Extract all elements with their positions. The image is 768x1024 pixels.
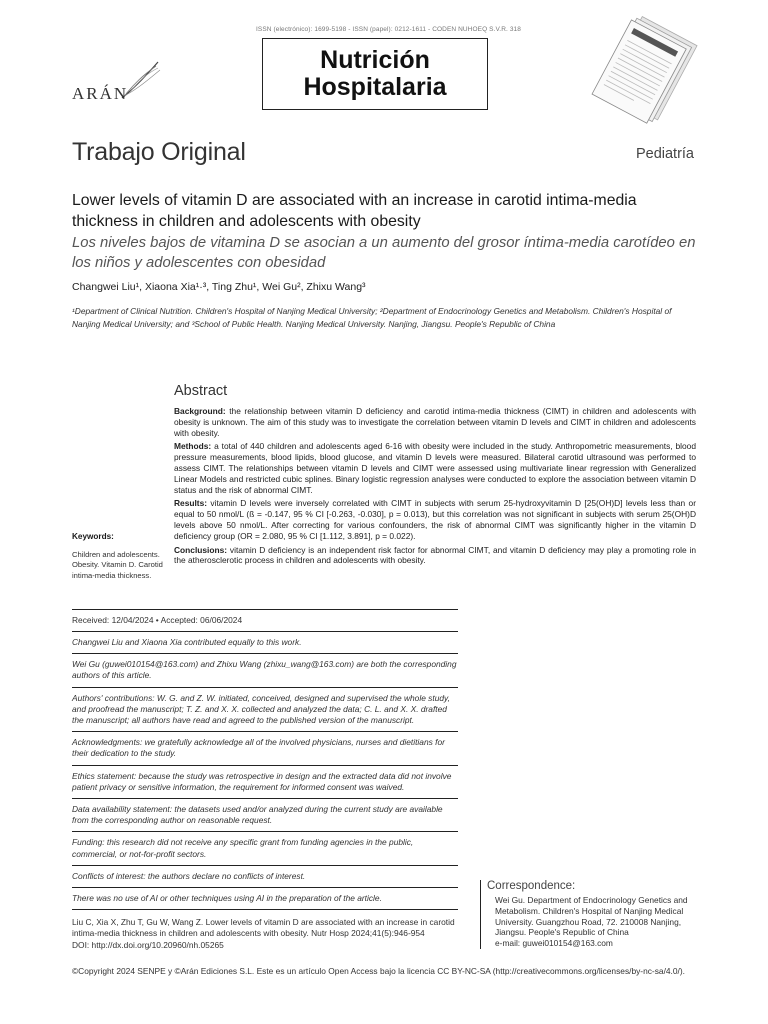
article-title-spanish: Los niveles bajos de vitamina D se asocian a un aumento del grosor íntima-media carotídeo en los niños y adolescentes con obesidad <box>72 235 696 271</box>
note-data-availability: Data availability statement: the datasets used and/or analyzed during the current study are available from the corresponding author on reasonable request. <box>72 799 458 832</box>
methods-label: Methods: <box>174 441 212 452</box>
abstract-conclusions <box>174 545 696 567</box>
note-author-contributions: Authors' contributions: W. G. and Z. W. initiated, conceived, designed and supervised the whole study, and proofread the manuscript; T. Z. and X. X. collected and analyzed the data; C. L. and X. X. drafted the manuscript; all authors have read and agreed to the published version of the manuscript. <box>72 688 458 733</box>
note-corresponding-authors: Wei Gu (guwei010154@163.com) and Zhixu Wang (zhixu_wang@163.com) are both the corresponding authors of this article. <box>72 654 458 687</box>
correspondence-email[interactable]: e-mail: guwei010154@163.com <box>495 938 613 949</box>
background-label: Background: <box>174 406 226 416</box>
journal-title-line2: Hospitalaria <box>303 73 447 101</box>
publisher-name: ARÁN <box>72 84 129 103</box>
section-title: Trabajo Original <box>72 138 246 166</box>
correspondence-heading: Correspondence: <box>487 880 576 892</box>
results-text: vitamin D levels were inversely correlated with CIMT in subjects with serum 25-hydroxyvitamin D [25(OH)D] levels less than or equal to 50 nmol/L (ß = -0.147, 95 % CI [-0.263, -0.030], p = 0.013), but this correlation was not significant in subjects with serum 25(OH)D levels above 50 nmol/L. After correcting for various confounders, the risk of abnormal CIMT was significantly higher in the vitamin D deficiency group (OR = 2.080, 95 % CI [1.112, 3.891], p = 0.022). <box>174 498 696 541</box>
doi-link[interactable]: DOI: http://dx.doi.org/10.20960/nh.05265 <box>72 939 224 950</box>
correspondence-address: Wei Gu. Department of Endocrinology Genetics and Metabolism. Children's Hospital of Nanjing Medical University. Guangzhou Road, 72. 210008 Nanjing, Jiangsu. People's Republic of China <box>495 895 688 938</box>
keywords-heading: Keywords: <box>72 532 114 541</box>
author-list: Changwei Liu¹, Xiaona Xia¹·³, Ting Zhu¹, Wei Gu², Zhixu Wang³ <box>72 281 366 293</box>
article-notes <box>72 609 458 951</box>
affiliations: ¹Department of Clinical Nutrition. Children's Hospital of Nanjing Medical University; ²Department of Endocrinology Genetics and Metabolism. Children's Hospital of Nanjing Medical University; and ³School of Public Health. Nanjing Medical University. Nanjing, Jiangsu. People's Republic of China <box>72 306 672 329</box>
citation <box>72 910 458 951</box>
note-funding: Funding: this research did not receive any specific grant from funding agencies in the public, commercial, or not-for-profit sectors. <box>72 832 458 865</box>
journal-title-box <box>262 38 488 110</box>
note-ethics-statement: Ethics statement: because the study was retrospective in design and the extracted data did not involve patient privacy or sensitive information, the requirement for informed consent was waived. <box>72 766 458 799</box>
background-text: the relationship between vitamin D deficiency and carotid intima-media thickness (CIMT) in children and adolescents with obesity is unknown. The aim of this study was to investigate the correlation between vitamin D levels and CIMT in children and adolescents with obesity. <box>174 406 696 438</box>
aran-logo <box>72 60 162 108</box>
journal-cover-image <box>588 16 708 132</box>
note-acknowledgments: Acknowledgments: we gratefully acknowledge all of the involved physicians, nurses and dietitians for their dedication to the study. <box>72 732 458 765</box>
journal-title-line1: Nutrición <box>320 46 430 74</box>
conclusions-label: Conclusions: <box>174 544 228 555</box>
correspondence-box <box>480 880 702 949</box>
category-label: Pediatría <box>635 146 694 162</box>
copyright-notice: ©Copyright 2024 SENPE y ©Arán Ediciones S.L. Este es un artículo Open Access bajo la licencia CC BY-NC-SA (http://creativecommons.org/licenses/by-nc-sa/4.0/). <box>72 966 685 976</box>
keywords-list: Children and adolescents. Obesity. Vitamin D. Carotid intima-media thickness. <box>72 550 163 580</box>
correspondence-body <box>487 895 702 949</box>
issn-line: ISSN (electrónico): 1699-5198 - ISSN (papel): 0212-1611 - CODEN NUHOEQ S.V.R. 318 <box>256 26 521 33</box>
methods-text: a total of 440 children and adolescents aged 6-16 with obesity were included in the study. Anthropometric measurements, blood pressure measurements, blood lipids, blood glucose, and vitamin D levels were measured. Bilateral carotid ultrasound was performed to assess CIMT. The relationships between vitamin D levels and CIMT were assessed using multivariate linear regression with Generalized Linear Models and restricted cubic splines. Binary logistic regression analyses were conducted to explore the association between vitamin D status and the risk of abnormal CIMT. <box>174 441 696 495</box>
received-accepted-dates: Received: 12/04/2024 • Accepted: 06/06/2024 <box>72 609 458 632</box>
citation-text: Liu C, Xia X, Zhu T, Gu W, Wang Z. Lower levels of vitamin D are associated with an increase in carotid intima-media thickness in children and adolescents with obesity. Nutr Hosp 2024;41(5):946-954 <box>72 917 455 939</box>
abstract-background <box>174 406 696 438</box>
results-label: Results: <box>174 498 208 509</box>
abstract-results <box>174 498 696 541</box>
abstract-heading: Abstract <box>174 383 228 399</box>
note-equal-contribution: Changwei Liu and Xiaona Xia contributed equally to this work. <box>72 632 458 654</box>
article-title-english: Lower levels of vitamin D are associated with an increase in carotid intima-media thickness in children and adolescents with obesity <box>72 192 637 230</box>
abstract-body <box>174 406 696 569</box>
note-ai-use: There was no use of AI or other techniques using AI in the preparation of the article. <box>72 888 458 910</box>
conclusions-text: vitamin D deficiency is an independent risk factor for abnormal CIMT, and vitamin D deficiency may play a promoting role in the atherosclerotic process in children and adolescents with obesity. <box>174 544 696 566</box>
note-conflicts-of-interest: Conflicts of interest: the authors declare no conflicts of interest. <box>72 866 458 888</box>
abstract-methods <box>174 441 696 495</box>
